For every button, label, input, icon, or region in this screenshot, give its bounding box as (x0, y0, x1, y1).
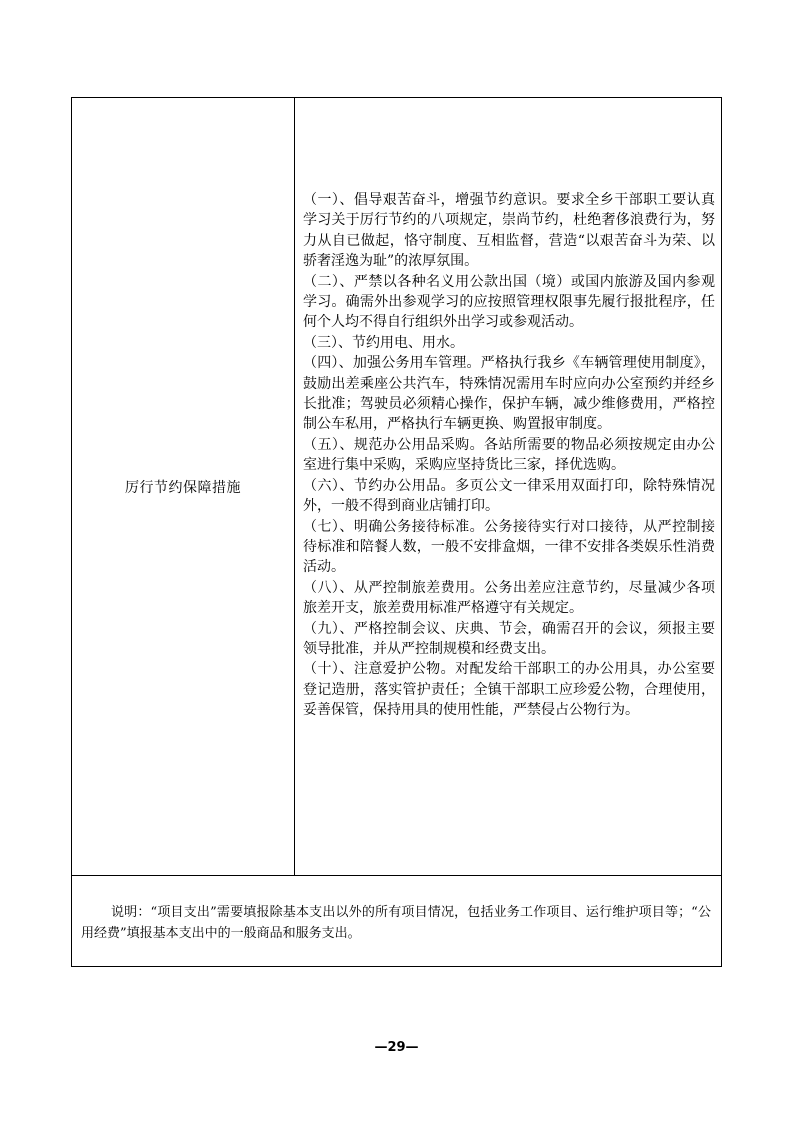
measure-item-9: （九）、严格控制会议、庆典、节会，确需召开的会议，须报主要领导批准，并从严控制规模和经费支出。 (303, 620, 715, 657)
note-row (72, 876, 721, 967)
page-number: —29— (374, 1040, 419, 1055)
measure-item-4: （四）、加强公务用车管理。严格执行我乡《车辆管理使用制度》，鼓励出差乘座公共汽车，特殊情况需用车时应向办公室预约并经乡长批准；驾驶员必须精心操作，保护车辆，减少维修费用，严格控制公车私用，严格执行车辆更换、购置报审制度。 (303, 355, 715, 433)
label-cell (72, 98, 295, 875)
measure-item-8: （八）、从严控制旅差费用。公务出差应注意节约，尽量减少各项旅差开支，旅差费用标准严格遵守有关规定。 (303, 579, 715, 617)
measures-list (303, 190, 715, 721)
measure-item-2: （二）、严禁以各种名义用公款出国（境）或国内旅游及国内参观学习。确需外出参观学习的应按照管理权限事先履行报批程序，任何个人均不得自行组织外出学习或参观活动。 (303, 273, 715, 331)
measures-table (71, 97, 722, 967)
measure-item-10: （十）、注意爱护公物。对配发给干部职工的办公用具，办公室要登记造册，落实管护责任；全镇干部职工应珍爱公物，合理使用，妥善保管，保持用具的使用性能，严禁侵占公物行为。 (303, 661, 715, 719)
content-cell (295, 98, 721, 875)
measures-row (72, 98, 721, 876)
measure-item-6: （六）、节约办公用品。多页公文一律采用双面打印，除特殊情况外，一般不得到商业店铺打印。 (303, 477, 715, 515)
note-text: 说明：“项目支出”需要填报除基本支出以外的所有项目情况，包括业务工作项目、运行维护项目等；“公用经费”填报基本支出中的一般商品和服务支出。 (81, 905, 711, 941)
measure-item-1: （一）、倡导艰苦奋斗，增强节约意识。要求全乡干部职工要认真学习关于厉行节约的八项规定，崇尚节约，杜绝奢侈浪费行为，努力从自已做起，恪守制度、互相监督，营造“以艰苦奋斗为荣、以骄奢淫逸为耻”的浓厚氛围。 (303, 192, 715, 270)
measure-item-3: （三）、节约用电、用水。 (303, 334, 464, 351)
measure-item-5: （五）、规范办公用品采购。各站所需要的物品必须按规定由办公室进行集中采购，采购应坚持货比三家，择优选购。 (303, 436, 715, 474)
measure-item-7: （七）、明确公务接待标准。公务接待实行对口接待，从严控制接待标准和陪餐人数，一般不安排盒烟，一律不安排各类娱乐性消费活动。 (303, 518, 715, 576)
row-label: 厉行节约保障措施 (125, 479, 241, 496)
